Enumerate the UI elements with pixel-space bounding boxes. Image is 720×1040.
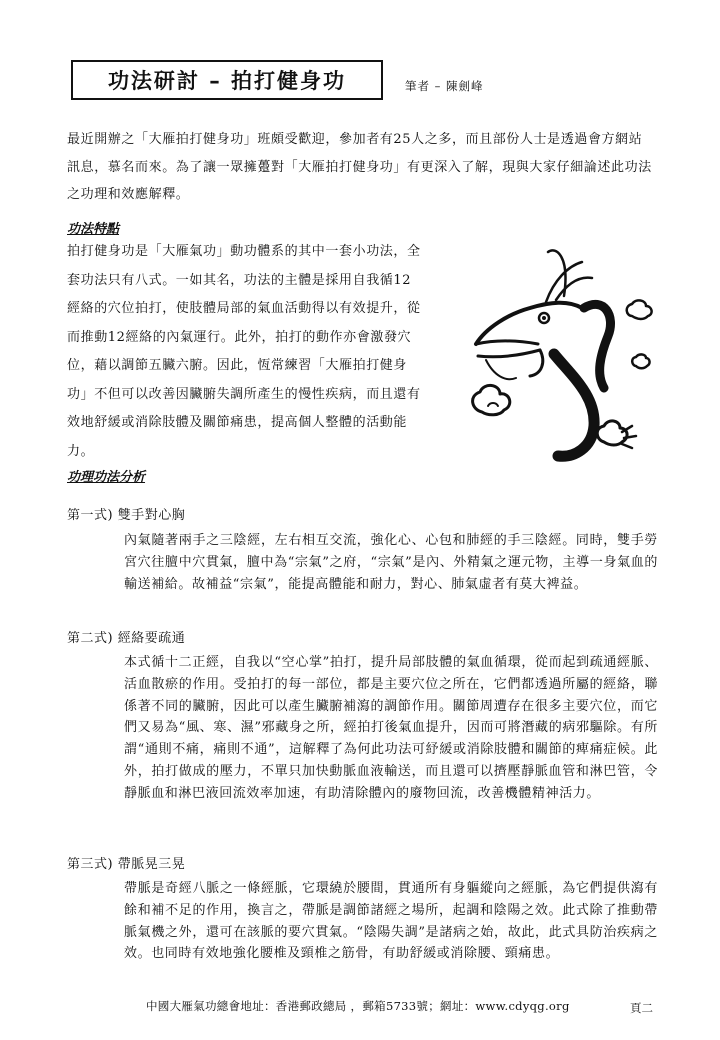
- dragon-ink-icon: [446, 236, 668, 466]
- page-number: 頁二: [630, 1001, 653, 1015]
- analysis-heading: 功理功法分析: [67, 470, 146, 485]
- features-heading: 功法特點: [67, 222, 120, 237]
- form-1-title: 第一式) 雙手對心胸: [67, 508, 186, 523]
- footer-address: 中國大雁氣功總會地址：香港郵政總局 ，郵箱5733號；網址：www.cdyqg.org: [146, 999, 570, 1013]
- author-line: 筆者 – 陳劍峰: [405, 79, 484, 93]
- form-2-title: 第二式) 經絡要疏通: [67, 631, 186, 646]
- form-2-text: 本式循十二正經，自我以“空心掌”拍打，提升局部肢體的氣血循環，從而起到疏通經脈、活血散瘀的作用。受拍打的每一部位，都是主要穴位之所在，它們都透過所屬的經絡，聯係著不同的臟腑，因此可以產生臟腑補瀉的調節作用。關節周遭存在很多主要穴位，而它們又易為“風、寒、濕”邪藏身之所，經拍打後氣血提升，因而可將潛藏的病邪驅除。有所謂“通則不痛，痛則不通”，這解釋了為何此功法可紓緩或消除肢體和關節的痺痛症候。此外，拍打做成的壓力，不單只加快動脈血液輸送，而且還可以擠壓靜脈血管和淋巴管，令靜脈血和淋巴液回流效率加速，有助清除體內的廢物回流，改善機體精神活力。: [124, 655, 658, 801]
- form-3-title: 第三式) 帶脈晃三晃: [67, 857, 186, 872]
- article-title-text: 功法研討 – 拍打健身功: [107, 69, 347, 93]
- features-paragraph: 拍打健身功是「大雁氣功」動功體系的其中一套小功法，全套功法只有八式。一如其名，功法的主體是採用自我循12經絡的穴位拍打，使肢體局部的氣血活動得以有效提升，從而推動12經絡的內氣運行。此外，拍打的動作亦會激發穴位，藉以調節五臟六腑。因此，恆常練習「大雁拍打健身功」不但可以改善因臟腑失調所產生的慢性疾病，而且還有效地舒緩或消除肢體及關節痛患，提高個人整體的活動能力。: [67, 244, 421, 459]
- article-title: [71, 60, 383, 100]
- intro-paragraph: 最近開辦之「大雁拍打健身功」班頗受歡迎，參加者有25人之多，而且部份人士是透過會方網站訊息，慕名而來。為了讓一眾擁躉對「大雁拍打健身功」有更深入了解，現與大家仔細論述此功法之功理和效應解釋。: [67, 132, 652, 202]
- form-3-text: 帶脈是奇經八脈之一條經脈，它環繞於腰間，貫通所有身軀縱向之經脈，為它們提供瀉有餘和補不足的作用，換言之，帶脈是調節諸經之場所，起調和陰陽之效。此式除了推動帶脈氣機之外，還可在該脈的要穴貫氣。“陰陽失調”是諸病之始，故此，此式具防治疾病之效。也同時有效地強化腰椎及頸椎之筋骨，有助舒緩或消除腰、頸痛患。: [124, 881, 658, 962]
- form-1-text: 內氣隨著兩手之三陰經，左右相互交流，強化心、心包和肺經的手三陰經。同時，雙手勞宮穴往膻中穴貫氣，膻中為“宗氣”之府，“宗氣”是內、外精氣之運元物，主導一身氣血的輸送補給。故補益“宗氣”，能提高體能和耐力，對心、肺氣虛者有莫大裨益。: [124, 533, 658, 592]
